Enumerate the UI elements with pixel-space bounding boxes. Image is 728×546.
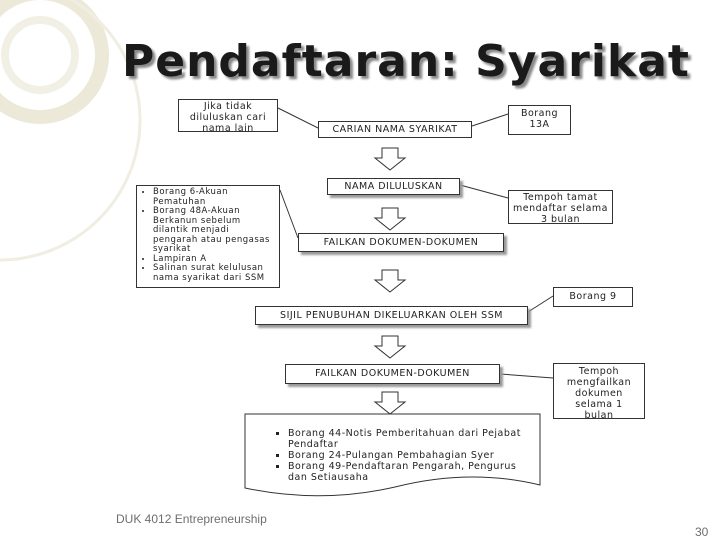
arrow-4-icon: [375, 336, 405, 358]
step-certificate-issued: SIJIL PENUBUHAN DIKELUARKAN OLEH SSM: [255, 306, 528, 325]
connector-form9-to-cert: [528, 296, 553, 312]
final-document-item: ▪ Borang 24-Pulangan Pembahagian Syer: [288, 450, 534, 461]
note-not-approved: Jika tidak diluluskan cari nama lain: [178, 99, 278, 132]
connector-approved-to-period: [460, 185, 508, 198]
arrow-3-icon: [375, 270, 405, 292]
arrow-5-icon: [375, 392, 405, 414]
document-item: • Borang 48A-Akuan Berkanun sebelum dilantik menjadi pengarah atau pengasas syarikat: [153, 207, 275, 255]
document-item: • Lampiran A: [153, 255, 275, 265]
arrow-1-icon: [375, 148, 405, 170]
note-form-9: Borang 9: [553, 287, 633, 307]
step-search-name: CARIAN NAMA SYARIKAT: [318, 121, 472, 138]
final-documents-list: [272, 428, 534, 483]
step-file-documents-final: FAILKAN DOKUMEN-DOKUMEN: [285, 364, 500, 384]
documents-list: [141, 188, 275, 283]
note-form-13a: Borang 13A: [508, 105, 571, 135]
step-name-approved: NAMA DILULUSKAN: [327, 178, 460, 195]
documents-list-box: [136, 185, 280, 288]
connector-note-to-search: [278, 108, 318, 128]
arrow-2-icon: [375, 208, 405, 230]
final-document-item: ▪ Borang 49-Pendaftaran Pengarah, Pengurus dan Setiausaha: [288, 461, 534, 483]
connector-13a-to-search: [472, 114, 508, 126]
page-number: 30: [695, 525, 709, 539]
document-item: • Borang 6-Akuan Pematuhan: [153, 188, 275, 207]
footer-course: DUK 4012 Entrepreneurship: [116, 512, 267, 526]
connector-docs-to-file: [280, 190, 298, 238]
document-item: • Salinan surat kelulusan nama syarikat dari SSM: [153, 264, 275, 283]
step-file-documents: FAILKAN DOKUMEN-DOKUMEN: [298, 233, 504, 252]
note-filing-period: Tempoh mengfailkan dokumen selama 1 bulan: [553, 363, 645, 419]
slide-title: Pendaftaran: Syarikat: [122, 36, 690, 87]
connector-filingperiod-to-file: [500, 374, 553, 378]
final-document-item: ▪ Borang 44-Notis Pemberitahuan dari Pejabat Pendaftar: [288, 428, 534, 450]
note-registration-period: Tempoh tamat mendaftar selama 3 bulan: [508, 190, 613, 224]
final-documents-list-box: [272, 428, 534, 483]
